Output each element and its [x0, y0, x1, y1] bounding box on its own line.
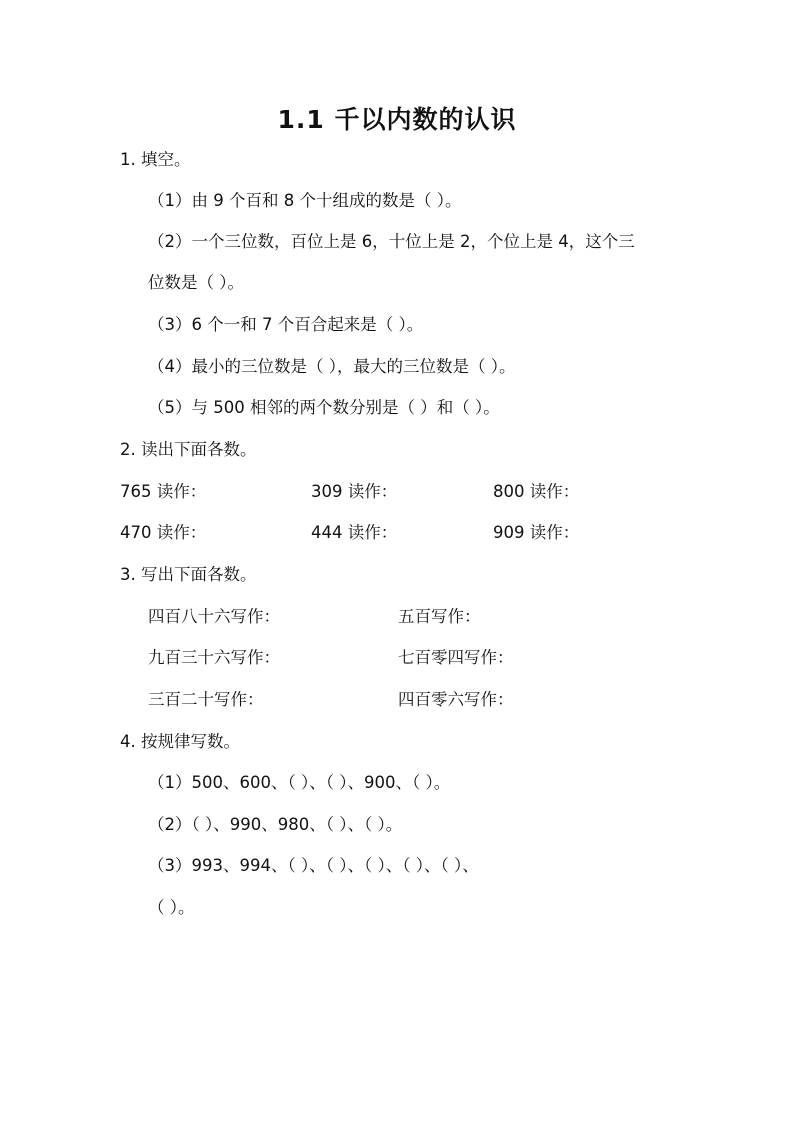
q2-read-800: 800 读作：	[493, 482, 580, 501]
q3-write-320: 三百二十写作：	[148, 690, 264, 709]
page-title: 1.1 千以内数的认识	[277, 105, 517, 134]
q4-heading: 4. 按规律写数。	[120, 732, 240, 751]
q3-heading: 3. 写出下面各数。	[120, 565, 257, 584]
q2-read-765: 765 读作：	[120, 482, 207, 501]
q1-heading: 1. 填空。	[120, 150, 191, 169]
q3-write-500: 五百写作：	[398, 607, 481, 626]
q1-item-5: （5）与 500 相邻的两个数分别是（ ）和（ ）。	[148, 398, 500, 417]
q3-write-704: 七百零四写作：	[398, 648, 514, 667]
q2-read-909: 909 读作：	[493, 523, 580, 542]
q2-read-470: 470 读作：	[120, 523, 207, 542]
q3-write-486: 四百八十六写作：	[148, 607, 280, 626]
q4-item-2: （2）（ ）、990、980、（ ）、（ ）。	[148, 815, 403, 834]
q4-item-3: （3）993、994、（ ）、（ ）、（ ）、（ ）、（ ）、	[148, 856, 479, 875]
q2-heading: 2. 读出下面各数。	[120, 440, 257, 459]
q4-item-1: （1）500、600、（ ）、（ ）、900、（ ）。	[148, 773, 451, 792]
q1-item-2: （2）一个三位数，百位上是 6，十位上是 2，个位上是 4，这个三	[148, 232, 635, 251]
q4-item-3-cont: （ ）。	[148, 898, 195, 917]
q1-item-2-cont: 位数是（ ）。	[148, 273, 244, 292]
q1-item-1: （1）由 9 个百和 8 个十组成的数是（ ）。	[148, 191, 462, 210]
q1-item-4: （4）最小的三位数是（ ），最大的三位数是（ ）。	[148, 357, 516, 376]
q1-item-3: （3）6 个一和 7 个百合起来是（ ）。	[148, 315, 424, 334]
q2-read-444: 444 读作：	[311, 523, 398, 542]
q2-read-309: 309 读作：	[311, 482, 398, 501]
q3-write-936: 九百三十六写作：	[148, 648, 280, 667]
q3-write-406: 四百零六写作：	[398, 690, 514, 709]
